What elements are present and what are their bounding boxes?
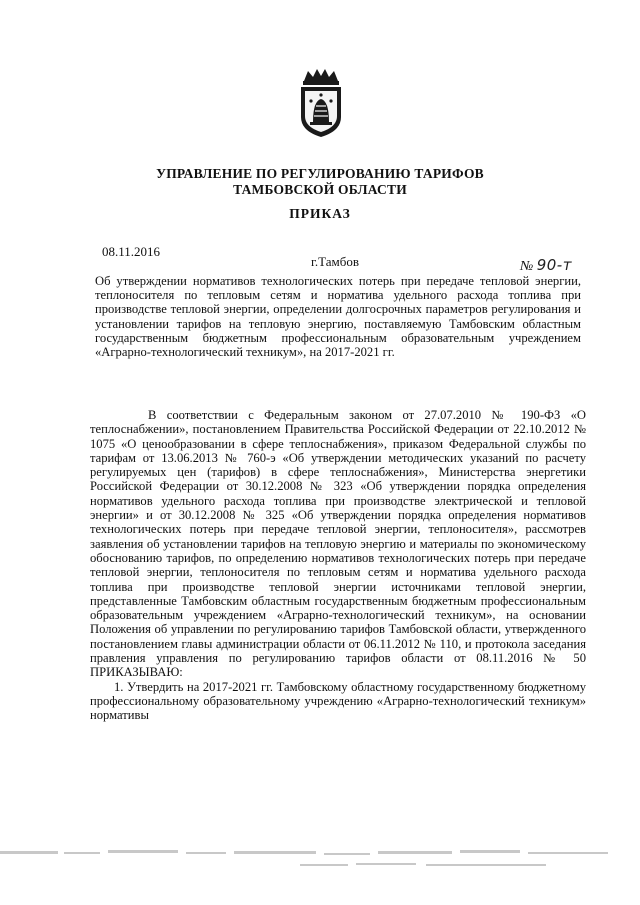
scan-artifact-stripe bbox=[0, 845, 640, 885]
organization-name-line2: ТАМБОВСКОЙ ОБЛАСТИ bbox=[233, 182, 407, 197]
document-city: г.Тамбов bbox=[311, 254, 359, 269]
tambov-coat-of-arms-emblem bbox=[296, 67, 346, 139]
organization-name-line1: УПРАВЛЕНИЕ ПО РЕГУЛИРОВАНИЮ ТАРИФОВ bbox=[156, 166, 484, 181]
number-sign: № bbox=[520, 259, 534, 274]
document-body bbox=[90, 408, 586, 723]
document-date: 08.11.2016 bbox=[102, 244, 161, 259]
document-title: ПРИКАЗ bbox=[289, 206, 351, 221]
body-preamble: В соответствии с Федеральным законом от 27.07.2010 № 190-ФЗ «О теплоснабжении», постановлением Правительства Российской Федерации от 22.10.2012 № 1075 «О ценообразовании в сфере теплоснабжения», приказом Федеральной службы по тарифам от 13.06.2013 № 760-э «Об утверждении методических указаний по расчету регулируемых цен (тарифов) в сфере теплоснабжения», Министерства энергетики Российской Федерации от 30.12.2008 № 323 «Об утверждении порядка определения нормативов удельного расхода топлива при производстве электрической и тепловой энергии» и от 30.12.2008 № 325 «Об утверждении порядка определения нормативов технологических потерь при передаче тепловой энергии, теплоносителя», рассмотрев заявления об установлении тарифов на тепловую энергию и материалы по экономическому обоснованию тарифов, по определению нормативов технологических потерь при передаче тепловой энергии, теплоносителя по тепловым сетям и норматива удельного расхода топлива при производстве тепловой энергии источниками тепловой энергии, представленные Тамбовским областным государственным бюджетным профессиональным образовательным учреждением «Аграрно-технологический техникум», на основании Положения об управлении по регулированию тарифов Тамбовской области, утвержденного постановлением главы администрации области от 06.11.2012 № 110, и протокола заседания правления управления по регулированию тарифов области от 08.11.2016 № 50 ПРИКАЗЫВАЮ: bbox=[90, 408, 586, 680]
handwritten-number: 90-т bbox=[536, 256, 572, 274]
document-subject: Об утверждении нормативов технологических потерь при передаче тепловой энергии, теплоносителя по тепловым сетям и норматива удельного расхода топлива при производстве тепловой энергии, определении долгосрочных параметров регулирования и установлении тарифов на тепловую энергию, поставляемую Тамбовским областным государственным бюджетным профессиональным образовательным учреждением «Аграрно-технологический техникум», на 2017-2021 гг. bbox=[95, 274, 581, 360]
body-item-1: 1. Утвердить на 2017-2021 гг. Тамбовскому областному государственному бюджетному профессиональному образовательному учреждению «Аграрно-технологический техникум» нормативы bbox=[90, 679, 586, 723]
document-number bbox=[520, 256, 572, 275]
